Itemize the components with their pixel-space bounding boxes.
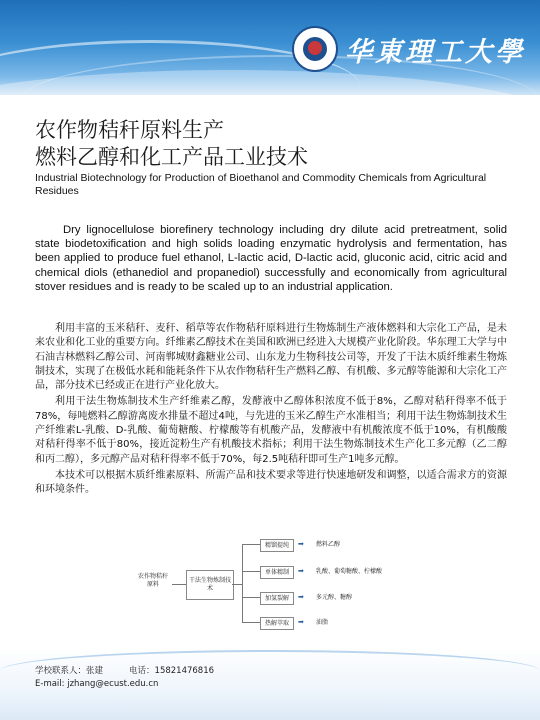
contact-phone: 15821476816: [154, 666, 215, 676]
contact-person: 张建: [86, 666, 104, 676]
contact-email-label: E-mail:: [35, 679, 68, 689]
diagram-product: 燃料乙醇: [316, 541, 341, 548]
diagram-step-box: 单体精制: [260, 566, 294, 579]
title-chinese: [35, 117, 308, 171]
diagram-product: 乳酸、葡萄糖酸、柠檬酸: [316, 568, 383, 575]
arrow-right-icon: ➡: [298, 618, 304, 626]
diagram-product: 多元醇、糖醇: [316, 594, 353, 601]
diagram-product: 油脂: [316, 619, 329, 626]
paragraph: 本技术可以根据木质纤维素原料、所需产品和技术要求等进行快速地研发和调整，以适合需求方的资源和环境条件。: [35, 469, 507, 496]
body-text: [35, 322, 507, 500]
university-logo-icon: [292, 26, 338, 72]
contact-info: [35, 665, 214, 691]
arrow-right-icon: ➡: [298, 567, 304, 575]
diagram-step-box: 加氢裂解: [260, 592, 294, 605]
diagram-step-box: 热解萃取: [260, 617, 294, 630]
paragraph: 利用丰富的玉米秸秆、麦秆、稻草等农作物秸秆原料进行生物炼制生产液体燃料和大宗化工产品，是未来农业和化工业的重要方向。纤维素乙醇技术在美国和欧洲已经进入大规模产业化阶段。华东理工大学与中石油吉林燃料乙醇公司、河南郸城财鑫糖业公司、山东龙力生物科技公司等，开发了干法木质纤维素生物炼制技术，实现了在极低水耗和能耗条件下从农作物秸秆生产燃料乙醇、有机酸、多元醇等能源和大宗化工产品，部分技术已经或正在进行产业化放大。: [35, 323, 507, 392]
contact-email-link[interactable]: jzhang@ecust.edu.cn: [67, 679, 159, 689]
title-cn-line1: 农作物秸秆原料生产: [35, 118, 224, 142]
arrow-right-icon: ➡: [298, 593, 304, 601]
connector-line: [232, 584, 242, 585]
connector-line: [172, 584, 186, 585]
paragraph: 利用干法生物炼制技术生产纤维素乙醇，发酵液中乙醇体积浓度不低于8%，乙醇对秸秆得率不低于78%，每吨燃料乙醇游离废水排量不超过4吨，与先进的玉米乙醇生产水准相当；利用干法生物炼制技术生产纤维素L-乳酸、D-乳酸、葡萄糖酸、柠檬酸等有机酸产品，发酵液中有机酸浓度不低于10%，有机酸酸对秸秆得率不低于80%，接近淀粉生产有机酸技术指标；利用干法生物炼制技术生产化工多元醇（乙二醇和丙二醇），多元醇产品对秸秆得率不低于70%，每2.5吨秸秆即可生产1吨多元醇。: [35, 396, 507, 465]
contact-phone-label: 电话：: [129, 666, 155, 676]
title-english: Industrial Biotechnology for Production of Bioethanol and Commodity Chemicals from Agricultural Residues: [35, 172, 487, 197]
arrow-right-icon: ➡: [298, 540, 304, 548]
diagram-step-box: 精馏提纯: [260, 539, 294, 552]
abstract-english: Dry lignocellulose biorefinery technology including dry dilute acid pretreatment, solid state biodetoxification and high solids loading enzymatic hydrolysis and fermentation, has been applied to produce fuel ethanol, L-lactic acid, D-lactic acid, gluconic acid, citric acid and chemical diols (ethanediol and propanediol) successfully and economically from agricultural stover residues and is ready to be scaled up to an industrial application.: [35, 224, 507, 293]
title-cn-line2: 燃料乙醇和化工产品工业技术: [35, 145, 308, 169]
process-diagram: [136, 540, 396, 628]
diagram-process-box: 干法生物炼制技术: [186, 570, 234, 600]
diagram-source: 农作物秸秆原料: [137, 573, 168, 588]
connector-line: [242, 544, 243, 622]
university-name: 华東理工大學: [345, 37, 525, 68]
header-banner: [0, 0, 540, 95]
contact-person-label: 学校联系人：: [35, 666, 87, 676]
